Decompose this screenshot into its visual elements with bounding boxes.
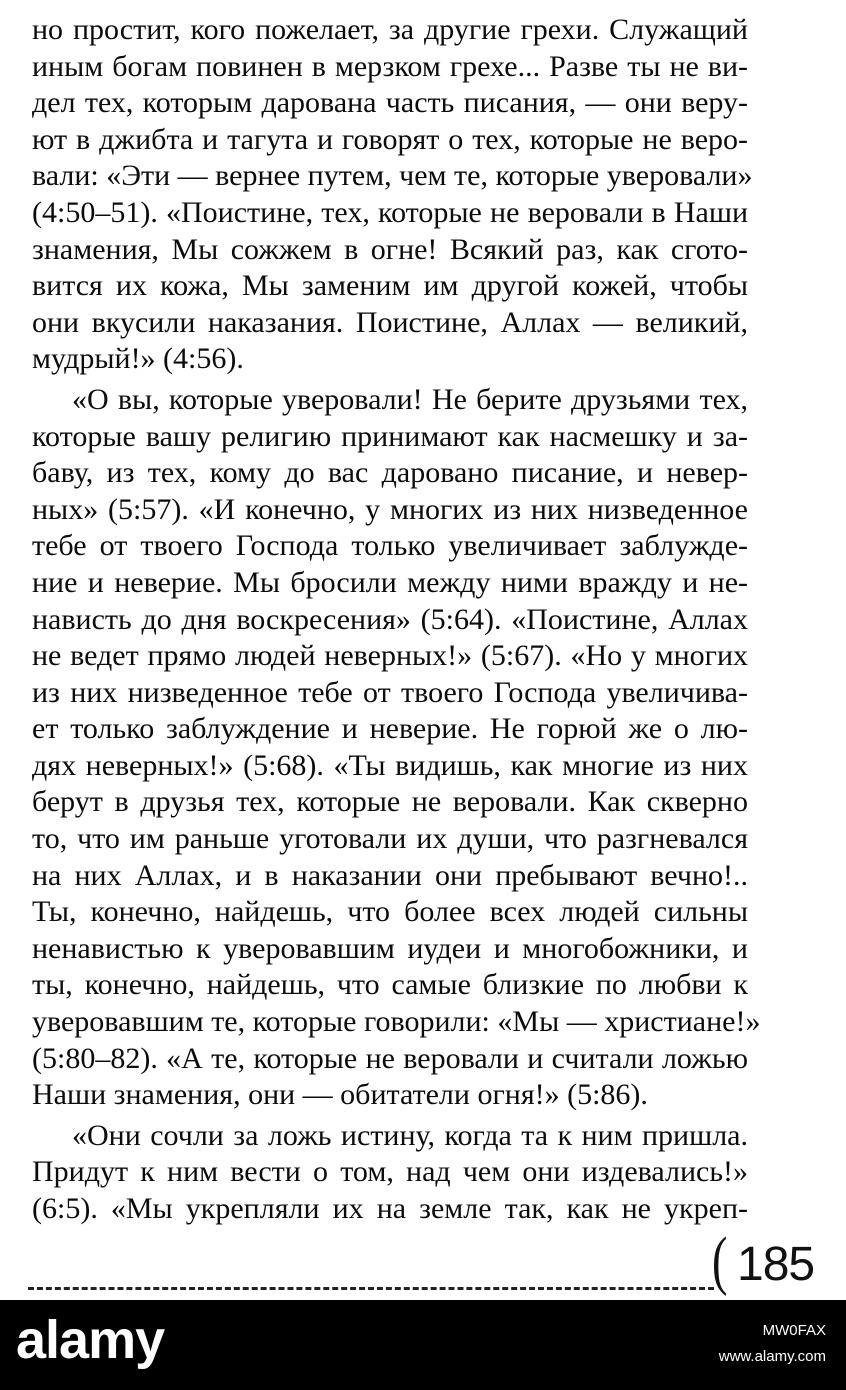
text-line: вится их кожа, Мы заменим им другой кожей, чтобы	[32, 269, 748, 303]
text-line: не ведет прямо людей неверных!» (5:67). «Но у многих	[32, 639, 748, 673]
text-line: баву, из тех, кому до вас даровано писание, и невер-	[32, 456, 748, 490]
text-line: Наши знамения, они — обитатели огня!» (5:86).	[32, 1078, 648, 1112]
text-line: на них Аллах, и в наказании они пребывают вечно!..	[32, 858, 748, 892]
text-line: ненавистью к уверовавшим иудеи и многобожники, и	[32, 931, 748, 965]
body-text	[32, 12, 761, 1228]
text-line: то, что им раньше уготовали их души, что разгневался	[32, 822, 748, 856]
text-line: тебе от твоего Господа только увеличивает заблужде-	[32, 529, 748, 563]
site-url-label: www.alamy.com	[718, 1348, 826, 1365]
page-number-bracket: (	[712, 1224, 728, 1297]
text-line: ние и неверие. Мы бросили между ними вражду и не-	[32, 565, 748, 599]
text-line: Придут к ним вести о том, над чем они издевались!»	[32, 1155, 748, 1189]
text-line: иным богам повинен в мерзком грехе... Разве ты не ви-	[32, 49, 748, 83]
text-line: ных» (5:57). «И конечно, у многих из них низведенное	[32, 492, 748, 526]
text-line: (6:5). «Мы укрепляли их на земле так, как не укреп-	[32, 1192, 748, 1225]
watermark-banner	[0, 1300, 846, 1390]
alamy-logo: alamy	[16, 1310, 165, 1370]
text-line: дях неверных!» (5:68). «Ты видишь, как многие из них	[32, 748, 748, 782]
text-line: ты, конечно, найдешь, что самые близкие по любви к	[32, 968, 748, 1002]
footer-dashed-rule	[28, 1287, 714, 1290]
text-line: они вкусили наказания. Поистине, Аллах — великий,	[32, 305, 748, 339]
text-line: нависть до дня воскресения» (5:64). «Поистине, Аллах	[32, 602, 748, 636]
text-line: которые вашу религию принимают как насмешку и за-	[32, 419, 748, 453]
text-line: из них низведенное тебе от твоего Господа увеличива-	[32, 675, 748, 709]
text-line: мудрый!» (4:56).	[32, 342, 244, 376]
text-line: «Они сочли за ложь истину, когда та к ним пришла.	[72, 1118, 748, 1152]
text-line: ют в джибта и тагута и говорят о тех, которые не веро-	[32, 122, 748, 156]
text-line: но простит, кого пожелает, за другие грехи. Служащий	[32, 13, 748, 46]
text-line: «О вы, которые уверовали! Не берите друзьями тех,	[72, 382, 748, 416]
text-line: ет только заблуждение и неверие. Не горюй же о лю-	[32, 712, 748, 746]
text-line: дел тех, которым дарована часть писания, — они веру-	[32, 86, 748, 120]
image-id-label: MW0FAX	[762, 1322, 826, 1339]
text-line: вали: «Эти — вернее путем, чем те, которые уверовали»	[32, 159, 753, 193]
text-line: берут в друзья тех, которые не веровали. Как скверно	[32, 785, 748, 819]
page-number: 185	[737, 1238, 815, 1291]
text-line: (5:80–82). «А те, которые не веровали и считали ложью	[32, 1041, 748, 1075]
text-line: Ты, конечно, найдешь, что более всех людей сильны	[32, 895, 748, 929]
text-line: (4:50–51). «Поистине, тех, которые не веровали в Наши	[32, 195, 748, 229]
text-line: уверовавшим те, которые говорили: «Мы — христиане!»	[32, 1005, 761, 1039]
text-line: знамения, Мы сожжем в огне! Всякий раз, как сгото-	[32, 232, 748, 266]
